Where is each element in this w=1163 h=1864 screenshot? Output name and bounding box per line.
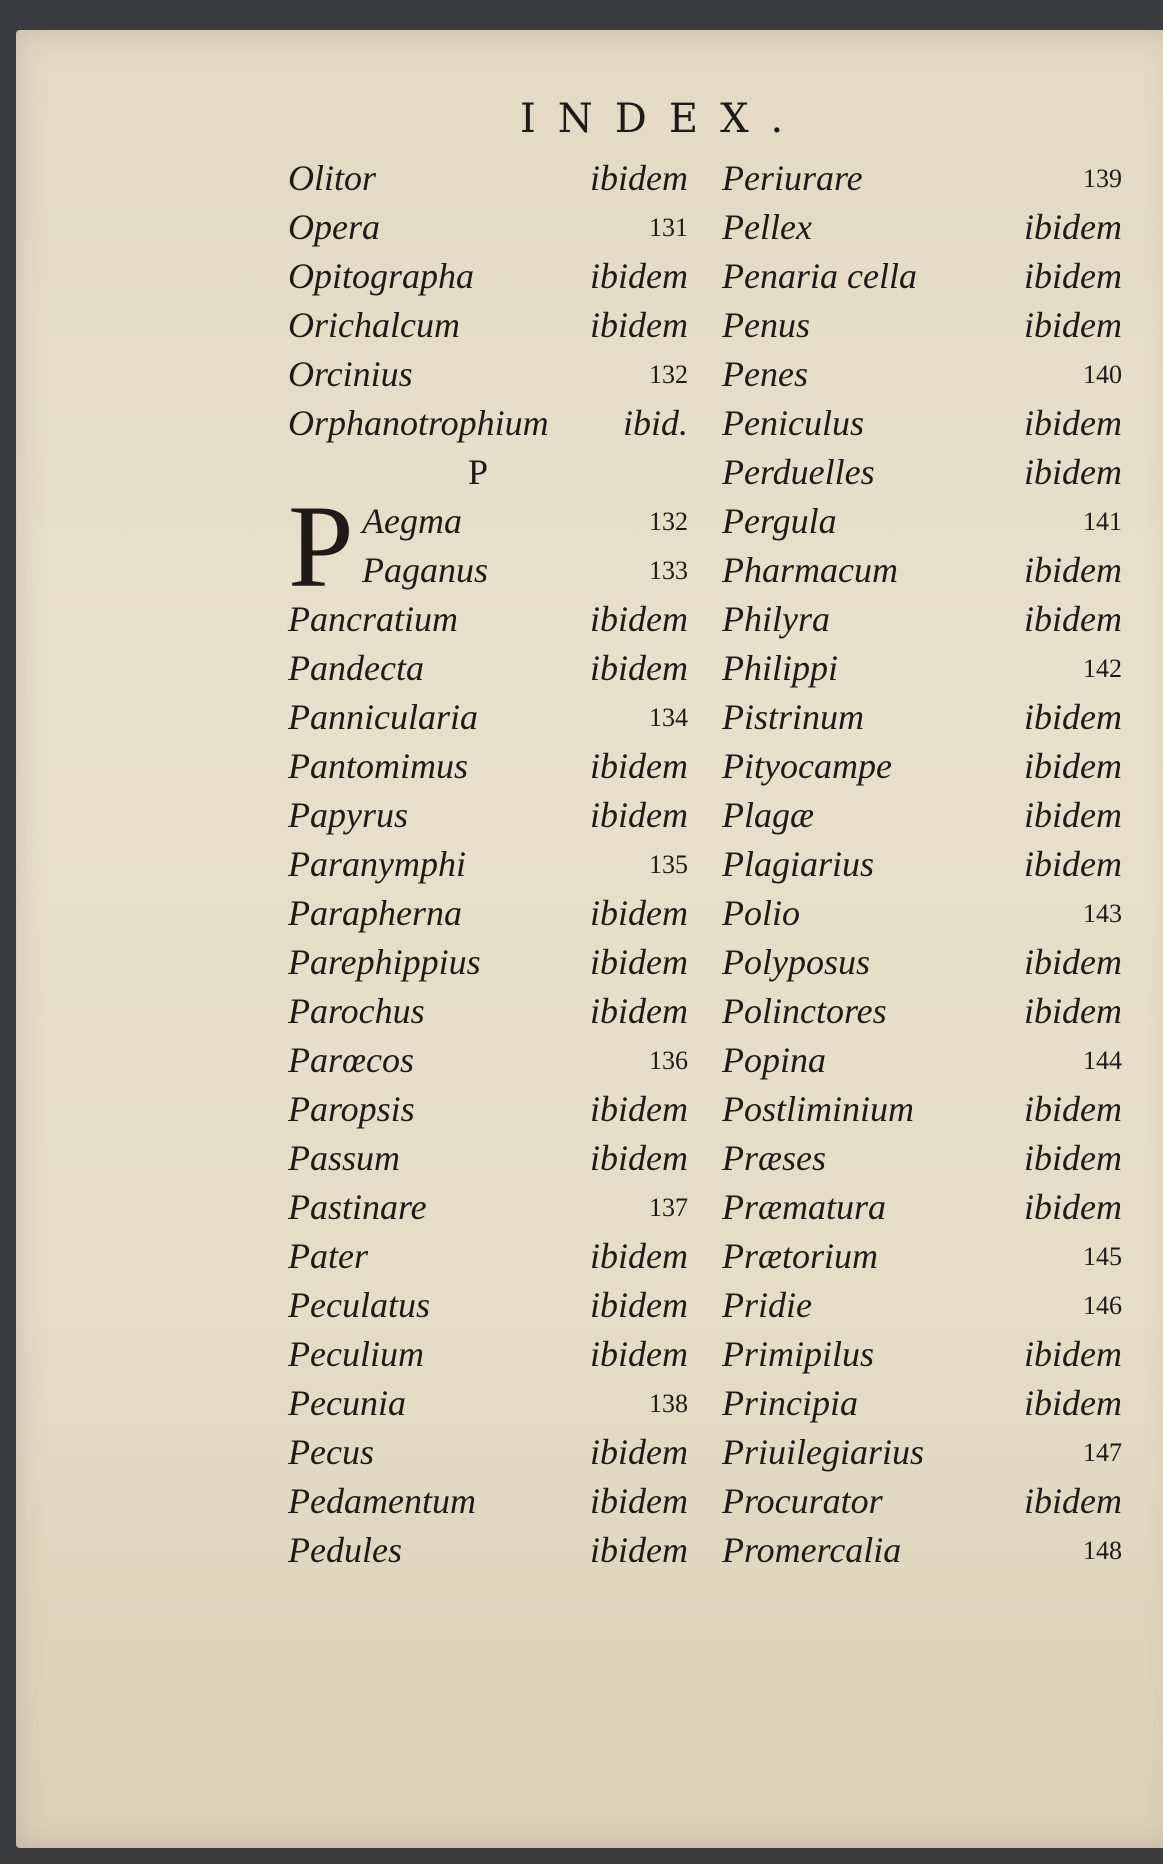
entry-term: Penaria cella xyxy=(722,256,917,296)
entry-term: Principia xyxy=(722,1383,858,1423)
entry-page-ref: 147 xyxy=(1083,1438,1122,1467)
entry-page-ref: ibidem xyxy=(1024,991,1122,1031)
index-entry xyxy=(288,987,688,1036)
entry-page-ref: 138 xyxy=(649,1389,688,1418)
entry-term: Olitor xyxy=(288,158,377,198)
entry-page-ref: 132 xyxy=(649,360,688,389)
entry-page-ref: ibidem xyxy=(590,746,688,786)
entry-term: Parœcos xyxy=(288,1040,414,1080)
entry-page-ref: ibidem xyxy=(590,1138,688,1178)
index-entry xyxy=(722,840,1122,889)
index-entry xyxy=(722,203,1122,252)
index-entry xyxy=(288,840,688,889)
entry-page-ref: ibidem xyxy=(1024,452,1122,492)
entry-page-ref: ibid. xyxy=(622,403,688,443)
entry-term: Peculatus xyxy=(288,1285,430,1325)
entry-page-ref: 144 xyxy=(1083,1046,1122,1075)
entry-page-ref: ibidem xyxy=(1024,1138,1122,1178)
index-entry xyxy=(722,1526,1122,1575)
entry-term: Postliminium xyxy=(722,1089,915,1129)
entry-term: Penes xyxy=(722,354,808,394)
entry-page-ref: 135 xyxy=(649,850,688,879)
entry-page-ref: ibidem xyxy=(1024,697,1122,737)
entry-term: Orphanotrophium xyxy=(288,403,549,443)
index-entry xyxy=(722,399,1122,448)
index-entry xyxy=(288,742,688,791)
entry-page-ref: 143 xyxy=(1083,899,1122,928)
index-entry xyxy=(722,644,1122,693)
entry-term: Perduelles xyxy=(722,452,875,492)
entry-page-ref: ibidem xyxy=(590,648,688,688)
entry-page-ref: ibidem xyxy=(590,1481,688,1521)
entry-page-ref: ibidem xyxy=(590,1089,688,1129)
entry-term: Passum xyxy=(288,1138,401,1178)
entry-term: Pater xyxy=(288,1236,368,1276)
entry-term: Opitographa xyxy=(288,256,475,296)
entry-page-ref: 132 xyxy=(649,507,688,536)
index-entry xyxy=(288,1379,688,1428)
entry-term: Aegma xyxy=(362,501,462,541)
entry-page-ref: ibidem xyxy=(1024,1383,1122,1423)
index-entry xyxy=(722,350,1122,399)
index-entry xyxy=(722,1036,1122,1085)
index-entry xyxy=(722,693,1122,742)
entry-term: Papyrus xyxy=(288,795,408,835)
index-entry xyxy=(288,1526,688,1575)
index-entry xyxy=(722,1232,1122,1281)
entry-term: Pandecta xyxy=(288,648,424,688)
entry-page-ref: ibidem xyxy=(1024,403,1122,443)
index-entry xyxy=(288,938,688,987)
index-entry xyxy=(288,203,688,252)
entry-term: Peniculus xyxy=(722,403,864,443)
index-entry xyxy=(722,791,1122,840)
entry-term: P xyxy=(468,452,489,492)
entry-page-ref: ibidem xyxy=(1024,1187,1122,1227)
entry-term: Orcinius xyxy=(288,354,413,394)
index-column-left xyxy=(288,154,688,1575)
index-entry xyxy=(288,1330,688,1379)
index-entry xyxy=(288,252,688,301)
entry-term: Promercalia xyxy=(722,1530,902,1570)
entry-term: Paganus xyxy=(362,550,488,590)
entry-page-ref: ibidem xyxy=(1024,746,1122,786)
entry-page-ref: 139 xyxy=(1083,164,1122,193)
index-entry xyxy=(722,301,1122,350)
entry-term: Parephippius xyxy=(288,942,481,982)
entry-page-ref: ibidem xyxy=(1024,1334,1122,1374)
index-entry xyxy=(722,1428,1122,1477)
index-entry xyxy=(722,889,1122,938)
entry-term: Plagiarius xyxy=(722,844,875,884)
index-entry xyxy=(288,546,688,595)
entry-page-ref: 145 xyxy=(1083,1242,1122,1271)
index-entry xyxy=(288,399,688,448)
entry-page-ref: ibidem xyxy=(590,991,688,1031)
entry-page-ref: 148 xyxy=(1083,1536,1122,1565)
drop-capital: P xyxy=(288,481,354,612)
entry-term: Philippi xyxy=(722,648,838,688)
entry-term: Pedamentum xyxy=(288,1481,476,1521)
index-entry xyxy=(288,350,688,399)
entry-term: Præses xyxy=(722,1138,827,1178)
entry-term: Pridie xyxy=(722,1285,812,1325)
entry-page-ref: ibidem xyxy=(590,1285,688,1325)
entry-page-ref: ibidem xyxy=(1024,1089,1122,1129)
index-entry xyxy=(722,252,1122,301)
page-header: INDEX. xyxy=(520,96,806,142)
index-entry xyxy=(722,1183,1122,1232)
entry-term: Prætorium xyxy=(722,1236,879,1276)
entry-term: Philyra xyxy=(722,599,830,639)
entry-page-ref: ibidem xyxy=(590,1530,688,1570)
entry-term: Pityocampe xyxy=(722,746,892,786)
entry-term: Pecus xyxy=(288,1432,374,1472)
index-entry xyxy=(722,154,1122,203)
index-entry xyxy=(288,595,688,644)
index-entry xyxy=(288,154,688,203)
entry-term: Paropsis xyxy=(288,1089,415,1129)
entry-page-ref: ibidem xyxy=(1024,256,1122,296)
entry-page-ref: ibidem xyxy=(1024,795,1122,835)
entry-page-ref: ibidem xyxy=(590,893,688,933)
entry-page-ref: ibidem xyxy=(1024,599,1122,639)
index-entry xyxy=(288,1036,688,1085)
index-entry xyxy=(288,1134,688,1183)
entry-term: Paranymphi xyxy=(288,844,466,884)
index-entry xyxy=(722,1477,1122,1526)
index-entry xyxy=(722,742,1122,791)
entry-term: Popina xyxy=(722,1040,826,1080)
index-entry xyxy=(288,1085,688,1134)
entry-term: Parapherna xyxy=(288,893,462,933)
index-entry xyxy=(722,987,1122,1036)
entry-term: Parochus xyxy=(288,991,425,1031)
entry-term: Procurator xyxy=(722,1481,883,1521)
index-entry xyxy=(722,1379,1122,1428)
index-entry xyxy=(288,1183,688,1232)
entry-page-ref: ibidem xyxy=(590,942,688,982)
entry-page-ref: ibidem xyxy=(590,1334,688,1374)
entry-term: Pharmacum xyxy=(722,550,898,590)
entry-term: Peculium xyxy=(288,1334,424,1374)
entry-page-ref: 142 xyxy=(1083,654,1122,683)
entry-term: Pedules xyxy=(288,1530,402,1570)
entry-page-ref: ibidem xyxy=(590,1236,688,1276)
index-entry xyxy=(722,938,1122,987)
entry-term: Pancratium xyxy=(288,599,458,639)
entry-term: Polio xyxy=(722,893,800,933)
index-column-right xyxy=(722,154,1122,1575)
entry-page-ref: 146 xyxy=(1083,1291,1122,1320)
entry-term: Penus xyxy=(722,305,810,345)
entry-page-ref: 133 xyxy=(649,556,688,585)
entry-term: Præmatura xyxy=(722,1187,887,1227)
entry-page-ref: ibidem xyxy=(1024,844,1122,884)
entry-term: Pantomimus xyxy=(288,746,468,786)
entry-page-ref: ibidem xyxy=(1024,942,1122,982)
entry-page-ref: ibidem xyxy=(1024,550,1122,590)
entry-page-ref: ibidem xyxy=(590,158,688,198)
entry-term: Pecunia xyxy=(288,1383,406,1423)
entry-page-ref: 134 xyxy=(649,703,688,732)
index-entry xyxy=(288,1232,688,1281)
entry-term: Priuilegiarius xyxy=(722,1432,925,1472)
entry-page-ref: 137 xyxy=(649,1193,688,1222)
entry-term: Pergula xyxy=(722,501,837,541)
entry-term: Pellex xyxy=(722,207,812,247)
entry-page-ref: ibidem xyxy=(590,305,688,345)
entry-page-ref: ibidem xyxy=(1024,305,1122,345)
entry-term: Plagæ xyxy=(722,795,815,835)
index-entry xyxy=(288,889,688,938)
index-entry xyxy=(288,791,688,840)
entry-term: Polyposus xyxy=(722,942,870,982)
entry-page-ref: ibidem xyxy=(590,1432,688,1472)
index-entry xyxy=(288,1281,688,1330)
entry-term: Primipilus xyxy=(722,1334,875,1374)
index-entry xyxy=(288,644,688,693)
entry-term: Pastinare xyxy=(288,1187,427,1227)
entry-page-ref: 141 xyxy=(1083,507,1122,536)
index-entry xyxy=(288,1477,688,1526)
index-entry xyxy=(288,1428,688,1477)
entry-page-ref: ibidem xyxy=(1024,207,1122,247)
index-entry xyxy=(722,1330,1122,1379)
entry-page-ref: ibidem xyxy=(590,795,688,835)
entry-term: Pistrinum xyxy=(722,697,865,737)
index-entry xyxy=(288,693,688,742)
index-entry xyxy=(722,448,1122,497)
entry-page-ref: ibidem xyxy=(590,599,688,639)
entry-term: Orichalcum xyxy=(288,305,460,345)
index-entry xyxy=(722,1085,1122,1134)
index-entry xyxy=(722,497,1122,546)
entry-term: Pannicularia xyxy=(288,697,478,737)
entry-page-ref: 131 xyxy=(649,213,688,242)
index-entry xyxy=(722,546,1122,595)
entry-term: Opera xyxy=(288,207,380,247)
index-entry xyxy=(722,595,1122,644)
index-entry xyxy=(722,1281,1122,1330)
entry-page-ref: ibidem xyxy=(1024,1481,1122,1521)
entry-term: Polinctores xyxy=(722,991,887,1031)
entry-page-ref: 140 xyxy=(1083,360,1122,389)
index-entry xyxy=(288,301,688,350)
entry-page-ref: ibidem xyxy=(590,256,688,296)
index-entry xyxy=(722,1134,1122,1183)
entry-page-ref: 136 xyxy=(649,1046,688,1075)
entry-term: Periurare xyxy=(722,158,863,198)
